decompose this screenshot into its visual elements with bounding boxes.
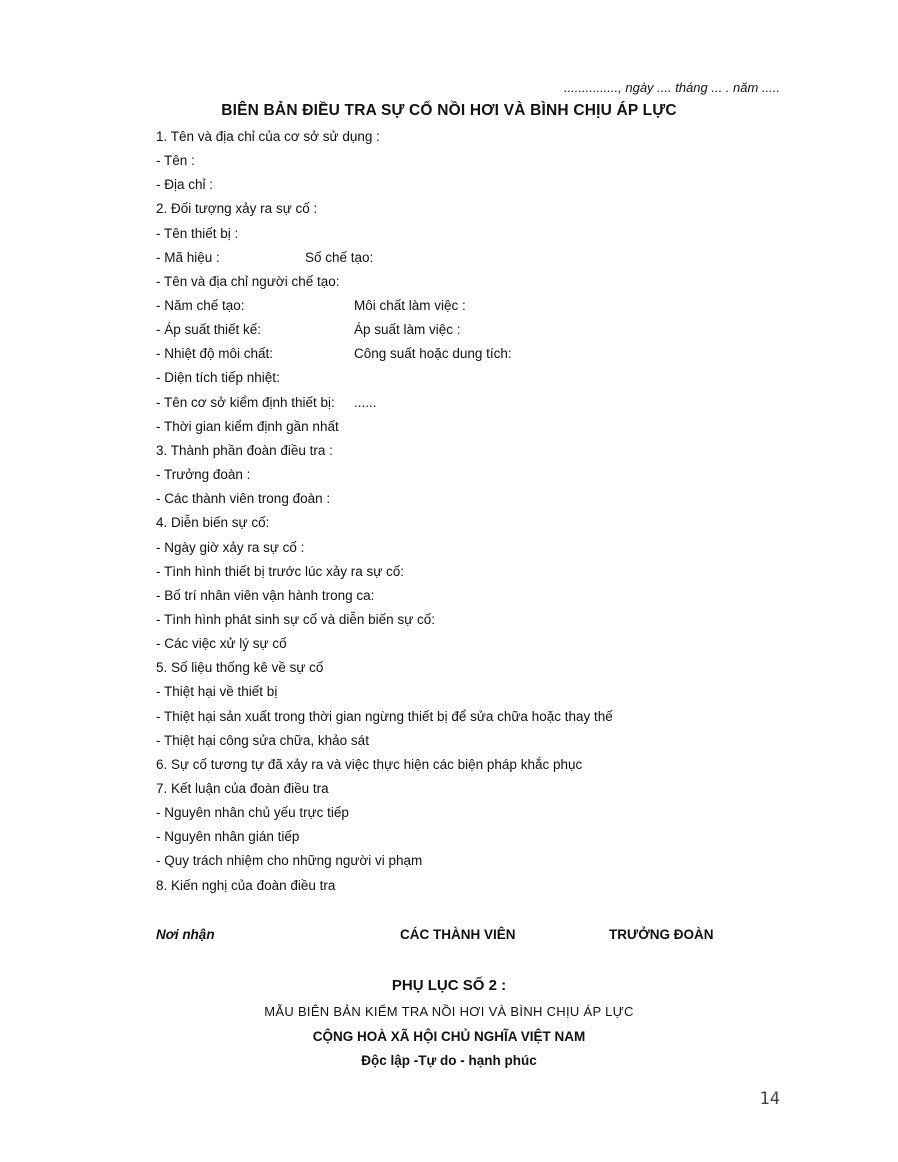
page-number: 14 [759,1089,780,1109]
form-line: - Bố trí nhân viên vận hành trong ca: [156,588,375,603]
form-line: 7. Kết luận của đoàn điều tra [156,781,329,796]
form-line: 4. Diễn biến sự cố: [156,515,270,530]
form-line: - Thời gian kiểm định gần nhất [156,419,339,434]
date-line: ..............., ngày .... tháng ... . năm ..... [563,80,780,95]
serial-number-label: Số chế tạo: [305,250,374,265]
recipients-label: Nơi nhận [156,927,215,942]
form-line: 8. Kiến nghị của đoàn điều tra [156,878,336,893]
form-line: - Áp suất thiết kế: [156,322,262,337]
form-line: 6. Sự cố tương tự đã xảy ra và việc thực hiện các biện pháp khắc phục [156,757,583,772]
form-line: - Quy trách nhiệm cho những người vi phạm [156,853,423,868]
form-line: - Tên cơ sở kiểm định thiết bị: [156,395,335,410]
form-line: - Thiệt hại công sửa chữa, khảo sát [156,733,369,748]
working-pressure-label: Áp suất làm việc : [354,322,461,337]
team-leader-signature-label: TRƯỞNG ĐOÀN [609,927,714,942]
form-line: - Địa chỉ : [156,177,214,192]
form-line: - Thiệt hại sản xuất trong thời gian ngừng thiết bị để sửa chữa hoặc thay thế [156,709,613,724]
form-line: - Nguyên nhân chủ yếu trực tiếp [156,805,349,820]
form-line: - Các thành viên trong đoàn : [156,491,331,506]
form-line: - Năm chế tạo: [156,298,245,313]
form-line: - Tên và địa chỉ người chế tạo: [156,274,340,289]
form-line: 1. Tên và địa chỉ của cơ sở sử dụng : [156,129,380,144]
form-line: - Các việc xử lý sự cố [156,636,287,651]
form-line: 3. Thành phần đoàn điều tra : [156,443,333,458]
working-medium-label: Môi chất làm việc : [354,298,466,313]
national-title: CỘNG HOÀ XÃ HỘI CHỦ NGHĨA VIỆT NAM [312,1029,586,1044]
form-line: - Thiệt hại về thiết bị [156,684,278,699]
placeholder-dots: ...... [354,395,377,410]
form-line: - Trưởng đoàn : [156,467,251,482]
form-line: 2. Đối tượng xảy ra sự cố : [156,201,318,216]
form-line: 5. Số liệu thống kê về sự cố [156,660,324,675]
form-line: - Mã hiệu : [156,250,220,265]
form-line: - Ngày giờ xảy ra sự cố : [156,540,305,555]
form-line: - Nhiệt độ môi chất: [156,346,274,361]
members-signature-label: CÁC THÀNH VIÊN [400,927,516,942]
form-line: - Tên : [156,153,195,168]
form-line: - Nguyên nhân gián tiếp [156,829,300,844]
national-motto: Độc lập -Tự do - hạnh phúc [361,1053,537,1068]
form-line: - Diện tích tiếp nhiệt: [156,370,280,385]
form-line: - Tình hình phát sinh sự cố và diễn biến sự cố: [156,612,435,627]
appendix-subtitle: MẪU BIÊN BẢN KIỂM TRA NỒI HƠI VÀ BÌNH CHỊU ÁP LỰC [264,1004,634,1019]
form-line: - Tình hình thiết bị trước lúc xảy ra sự cố: [156,564,405,579]
form-line: - Tên thiết bị : [156,226,239,241]
capacity-label: Công suất hoặc dung tích: [354,346,512,361]
document-title: BIÊN BẢN ĐIỀU TRA SỰ CỐ NỒI HƠI VÀ BÌNH CHỊU ÁP LỰC [221,102,677,119]
appendix-title: PHỤ LỤC SỐ 2 : [391,977,507,994]
